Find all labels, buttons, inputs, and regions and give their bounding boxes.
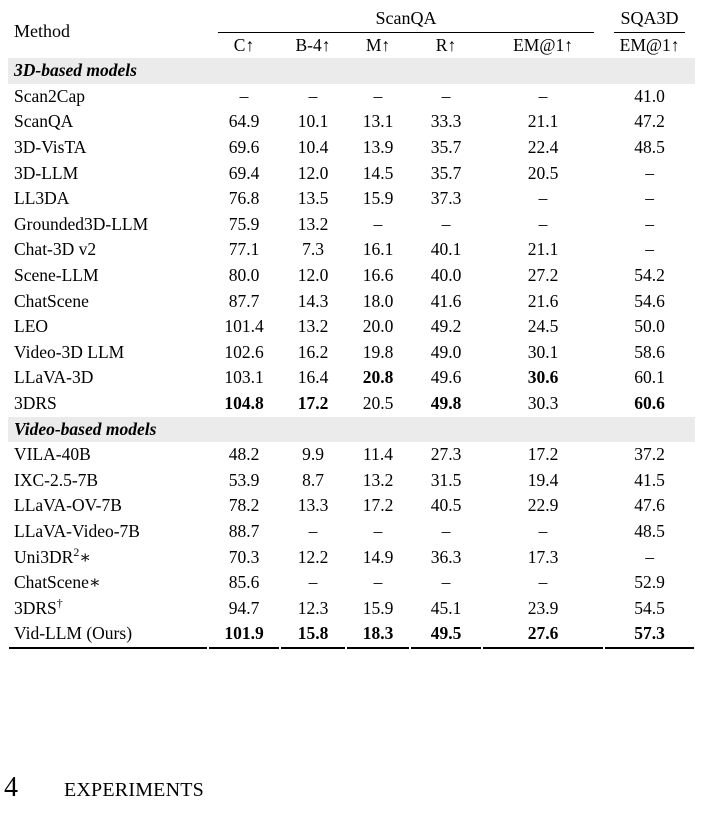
cell-value: 37.3 [430, 188, 462, 209]
row-method-label: 3D-VisTA [14, 137, 87, 158]
row-method-label: Video-3D LLM [14, 341, 125, 362]
cell-value: 27.3 [430, 444, 462, 465]
cell-value: 27.2 [527, 265, 559, 286]
cell-value: 49.0 [430, 341, 462, 362]
cell-value: 12.0 [297, 162, 329, 183]
cell-value: 54.5 [634, 597, 665, 618]
column-header-meteor: M↑ [365, 34, 391, 55]
cell-value: 53.9 [228, 469, 260, 490]
row-method-label: LEO [14, 316, 49, 337]
cell-value: 9.9 [302, 444, 324, 465]
column-header-rouge: R↑ [435, 34, 457, 55]
cell-value: 22.9 [527, 495, 559, 516]
cell-value: 17.2 [527, 444, 559, 465]
cell-value: 41.0 [634, 85, 665, 106]
cell-value: 103.1 [224, 367, 264, 388]
cell-value: 85.6 [228, 572, 260, 593]
cell-value: 70.3 [228, 546, 260, 567]
row-method-label: 3DRS† [14, 595, 63, 618]
cell-value: 15.9 [362, 188, 394, 209]
cell-value: 15.8 [280, 621, 346, 647]
cell-value: 64.9 [228, 111, 260, 132]
cell-value: 22.4 [527, 137, 559, 158]
table-row [8, 365, 695, 391]
cell-value: 23.9 [527, 597, 559, 618]
cell-value: 60.1 [634, 367, 665, 388]
table-row [8, 135, 695, 161]
cell-value: 101.4 [224, 316, 264, 337]
cell-value: 48.5 [634, 137, 665, 158]
cell-value: 94.7 [228, 597, 260, 618]
column-header-em1-scanqa: EM@1↑ [513, 34, 573, 55]
cell-value: 11.4 [363, 444, 393, 465]
row-method-label: Vid-LLM (Ours) [8, 621, 208, 647]
column-header-cider: C↑ [233, 34, 255, 55]
cell-value: 40.1 [430, 239, 462, 260]
cell-value: 47.6 [634, 495, 665, 516]
cell-value: 49.8 [430, 393, 462, 413]
table-row [8, 84, 695, 110]
table-row [8, 621, 695, 647]
header-group-row [8, 6, 695, 32]
cell-value: 16.2 [297, 341, 329, 362]
cell-value: 54.2 [634, 265, 665, 286]
cell-value: 12.0 [297, 265, 329, 286]
cell-value: 14.5 [362, 162, 394, 183]
cell-value: – [645, 213, 654, 234]
row-method-label: Scan2Cap [14, 85, 85, 106]
results-table [8, 6, 695, 647]
results-table-container [8, 6, 695, 647]
method-superscript: 2 [73, 544, 80, 559]
cell-value: 30.1 [527, 341, 559, 362]
cell-value: – [538, 520, 548, 541]
section-number: 4 [4, 772, 19, 803]
cell-value: – [373, 572, 383, 593]
table-row [8, 212, 695, 238]
table-row [8, 570, 695, 596]
cell-value: 45.1 [430, 597, 462, 618]
cell-value: 104.8 [224, 393, 264, 413]
row-method-label: LLaVA-Video-7B [14, 520, 140, 541]
cell-value: 31.5 [430, 469, 462, 490]
cell-value: 37.2 [634, 444, 665, 465]
cell-value: 41.6 [430, 290, 462, 311]
cell-value: 69.4 [228, 162, 260, 183]
column-group-scanqa: ScanQA [375, 8, 437, 28]
cell-value: 14.3 [297, 290, 329, 311]
table-row [8, 493, 695, 519]
row-method-label: ScanQA [14, 111, 74, 132]
section-header-row [8, 58, 695, 84]
cell-value: 16.1 [362, 239, 394, 260]
table-row [8, 161, 695, 187]
row-method-label: $Uni3DR^2∗$ [14, 544, 92, 567]
table-body [8, 58, 695, 647]
cell-value: 17.2 [297, 393, 329, 413]
cell-value: – [645, 162, 654, 183]
row-method-label: ChatScene∗ [14, 572, 101, 593]
cell-value: – [308, 520, 318, 541]
cell-value: 58.6 [634, 341, 665, 362]
table-row [8, 289, 695, 315]
row-method-label: Grounded3D-LLM [14, 213, 149, 234]
table-header [8, 6, 695, 58]
method-superscript: † [56, 595, 63, 610]
cell-value: – [645, 546, 654, 567]
cell-value: 101.9 [208, 621, 280, 647]
cell-value: 12.3 [297, 597, 329, 618]
cell-value: 60.6 [634, 393, 665, 413]
cell-value: – [441, 213, 451, 234]
cell-value: 19.4 [527, 469, 559, 490]
cell-value: 35.7 [430, 137, 462, 158]
section-heading [4, 772, 204, 804]
cell-value: 49.2 [430, 316, 462, 337]
cell-value: 13.2 [297, 316, 329, 337]
cell-value: 27.6 [482, 621, 604, 647]
cell-value: 77.1 [228, 239, 260, 260]
cell-value: – [373, 85, 383, 106]
table-row [8, 186, 695, 212]
cell-value: 40.0 [430, 265, 462, 286]
cell-value: – [373, 520, 383, 541]
cell-value: 49.6 [430, 367, 462, 388]
cell-value: – [239, 85, 249, 106]
section-label: Video-based models [8, 417, 695, 443]
row-method-label: 3DRS [14, 393, 57, 413]
cell-value: 88.7 [228, 520, 260, 541]
cell-value: – [538, 85, 548, 106]
cell-value: 78.2 [228, 495, 260, 516]
cell-value: 48.5 [634, 520, 665, 541]
cell-value: 57.3 [604, 621, 695, 647]
row-method-label: 3D-LLM [14, 162, 79, 183]
table-row [8, 391, 695, 417]
table-row [8, 442, 695, 468]
cell-value: 17.2 [362, 495, 394, 516]
cell-value: 15.9 [362, 597, 394, 618]
cell-value: – [538, 572, 548, 593]
column-header-bleu4: B-4↑ [295, 34, 331, 55]
section-label: 3D-based models [8, 58, 695, 84]
cell-value: 21.6 [527, 290, 559, 311]
cell-value: 49.5 [410, 621, 482, 647]
cell-value: – [373, 213, 383, 234]
cell-value: – [645, 239, 654, 260]
cell-value: 19.8 [362, 341, 394, 362]
table-row [8, 237, 695, 263]
cell-value: 13.1 [362, 111, 394, 132]
table-row [8, 519, 695, 545]
table-row [8, 545, 695, 571]
cell-value: 47.2 [634, 111, 665, 132]
cell-value: 10.4 [297, 137, 329, 158]
cell-value: 10.1 [297, 111, 329, 132]
cell-value: 69.6 [228, 137, 260, 158]
cell-value: 30.6 [527, 367, 559, 388]
row-method-label: LLaVA-3D [14, 367, 94, 388]
section-title: experiments [64, 772, 204, 803]
table-row [8, 109, 695, 135]
cell-value: 18.0 [362, 290, 394, 311]
cell-value: – [308, 85, 318, 106]
cell-value: 20.8 [362, 367, 394, 388]
cell-value: 40.5 [430, 495, 462, 516]
cell-value: 20.5 [362, 393, 394, 413]
cell-value: 48.2 [228, 444, 260, 465]
column-header-method: Method [14, 21, 70, 42]
cell-value: 102.6 [224, 341, 264, 362]
cell-value: 17.3 [527, 546, 559, 567]
table-row [8, 263, 695, 289]
cell-value: 12.2 [297, 546, 329, 567]
cell-value: 13.9 [362, 137, 394, 158]
table-row [8, 340, 695, 366]
cell-value: 7.3 [302, 239, 324, 260]
column-header-em1-sqa3d: EM@1↑ [619, 34, 680, 55]
column-group-sqa3d: SQA3D [620, 8, 679, 28]
cell-value: 87.7 [228, 290, 260, 311]
cell-value: 41.5 [634, 469, 665, 490]
cell-value: 20.5 [527, 162, 559, 183]
row-method-label: IXC-2.5-7B [14, 469, 99, 490]
row-method-label: LLaVA-OV-7B [14, 495, 122, 516]
cell-value: 80.0 [228, 265, 260, 286]
cell-value: 36.3 [430, 546, 462, 567]
cell-value: – [645, 188, 654, 209]
cell-value: 52.9 [634, 572, 665, 593]
row-method-label: LL3DA [14, 188, 70, 209]
cell-value: 20.0 [362, 316, 394, 337]
cell-value: 21.1 [527, 239, 559, 260]
cell-value: 13.5 [297, 188, 329, 209]
cell-value: 21.1 [527, 111, 559, 132]
cell-value: 75.9 [228, 213, 260, 234]
row-method-label: Chat-3D v2 [14, 239, 97, 260]
cell-value: 54.6 [634, 290, 665, 311]
cell-value: 14.9 [362, 546, 394, 567]
cell-value: 50.0 [634, 316, 665, 337]
table-row [8, 468, 695, 494]
row-method-label: VILA-40B [14, 444, 91, 465]
cell-value: – [538, 213, 548, 234]
section-header-row [8, 417, 695, 443]
row-method-label: Scene-LLM [14, 265, 99, 286]
table-row [8, 314, 695, 340]
cell-value: 13.2 [297, 213, 329, 234]
cell-value: 35.7 [430, 162, 462, 183]
cell-value: – [308, 572, 318, 593]
cell-value: 30.3 [527, 393, 559, 413]
cell-value: 24.5 [527, 316, 559, 337]
table-row [8, 596, 695, 622]
cell-value: 8.7 [302, 469, 324, 490]
cell-value: 76.8 [228, 188, 260, 209]
cell-value: 18.3 [346, 621, 410, 647]
row-method-label: ChatScene [14, 290, 89, 311]
cell-value: 33.3 [430, 111, 462, 132]
cell-value: 16.4 [297, 367, 329, 388]
cell-value: 16.6 [362, 265, 394, 286]
cell-value: – [538, 188, 548, 209]
cell-value: 13.2 [362, 469, 394, 490]
cell-value: – [441, 520, 451, 541]
cell-value: – [441, 85, 451, 106]
cell-value: 13.3 [297, 495, 329, 516]
cell-value: – [441, 572, 451, 593]
